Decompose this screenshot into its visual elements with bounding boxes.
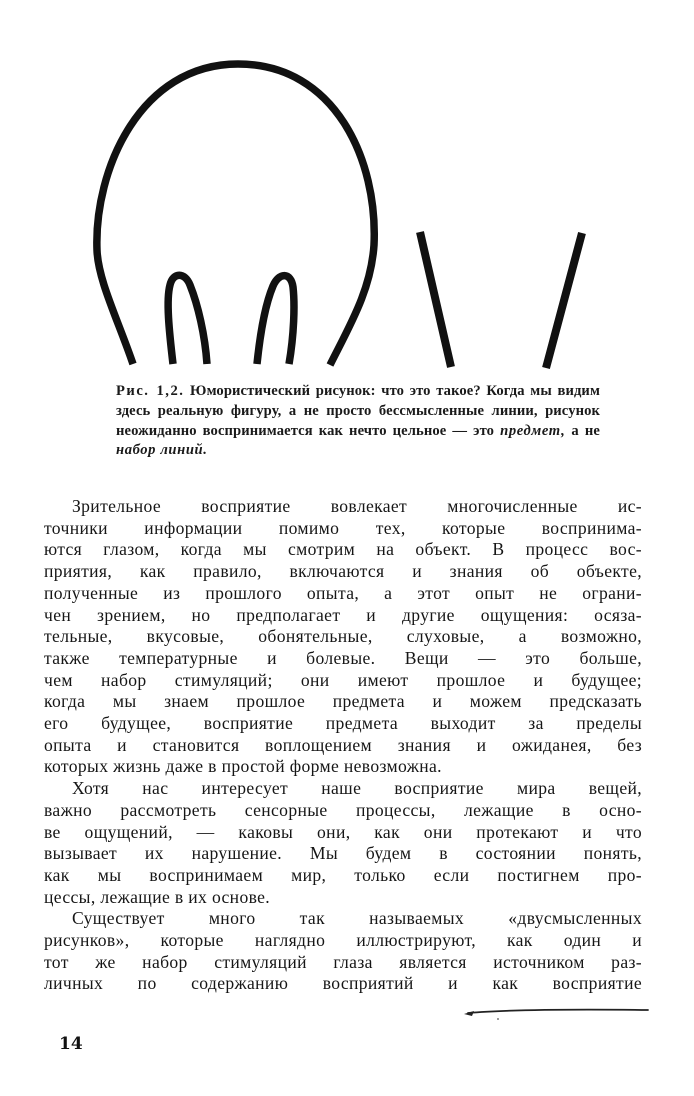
text-line: вызывает их нарушение. Мы будем в состоянии понять, — [44, 843, 642, 864]
text-line: чен зрением, но предполагает и другие ощущения: осяза- — [44, 604, 642, 625]
text-line: тельные, вкусовые, обонятельные, слуховые, а возможно, — [44, 626, 642, 647]
text-line: Хотя нас интересует наше восприятие мира вещей, — [72, 778, 642, 799]
figure-label: Рис. 1,2. — [116, 383, 185, 399]
figure-humorous-drawing — [0, 0, 694, 380]
paragraph-1 — [44, 496, 642, 778]
text-line: точники информации помимо тех, которые воспринима- — [44, 517, 642, 538]
paragraph-2 — [44, 778, 642, 908]
text-line: чем набор стимуляций; они имеют прошлое и будущее; — [44, 669, 642, 690]
caption-text-middle: а не — [565, 422, 600, 439]
text-line: полученные из прошлого опыта, а этот опыт не ограни- — [44, 582, 642, 603]
text-line: приятия, как правило, включаются и знания об объекте, — [44, 561, 642, 582]
text-line: как мы воспринимаем мир, только если постигнем про- — [44, 864, 642, 885]
figure-caption — [116, 382, 600, 461]
text-line: ются глазом, когда мы смотрим на объект. В процесс вос- — [44, 539, 642, 560]
dome-outline — [97, 64, 374, 365]
text-line: его будущее, восприятие предмета выходит за пределы — [44, 713, 642, 734]
text-line: важно рассмотреть сенсорные процессы, лежащие в осно- — [44, 799, 642, 820]
pencil-underline-annotation — [462, 1004, 652, 1024]
text-line: цессы, лежащие в их основе. — [44, 886, 271, 907]
caption-emphasis-lines: набор линий. — [116, 442, 208, 459]
text-line: которых жизнь даже в простой форме невозможна. — [44, 756, 442, 777]
small-arch-right — [257, 276, 294, 364]
text-line: Зрительное восприятие вовлекает многочисленные ис- — [72, 496, 642, 516]
caption-emphasis-object: предмет, — [500, 422, 566, 439]
text-line: ве ощущений, — каковы они, как они протекают и что — [44, 821, 642, 842]
text-line: когда мы знаем прошлое предмета и можем предсказать — [44, 691, 642, 712]
text-line: тот же набор стимуляций глаза является источником раз- — [44, 951, 642, 972]
body-text — [44, 496, 642, 995]
small-arch-left — [168, 275, 207, 364]
slanted-line-right — [546, 233, 582, 368]
text-line: Существует много так называемых «двусмысленных — [72, 908, 642, 929]
caption-text: Юмористический рисунок: что это такое? Когда мы видим здесь реальную фигуру, а не просто бессмысленные линии, рисунок неожиданно воспринимается как нечто цельное — это — [116, 383, 600, 439]
paragraph-3 — [44, 908, 642, 995]
text-line: личных по содержанию восприятий и как восприятие — [44, 973, 642, 994]
text-line: рисунков», которые наглядно иллюстрируют, как один и — [44, 930, 642, 951]
text-line: также температурные и болевые. Вещи — это больше, — [44, 647, 642, 668]
text-line: опыта и становится воплощением знания и ожиданея, без — [44, 734, 642, 755]
page-number: 14 — [59, 1034, 83, 1054]
slanted-line-left — [420, 232, 451, 367]
